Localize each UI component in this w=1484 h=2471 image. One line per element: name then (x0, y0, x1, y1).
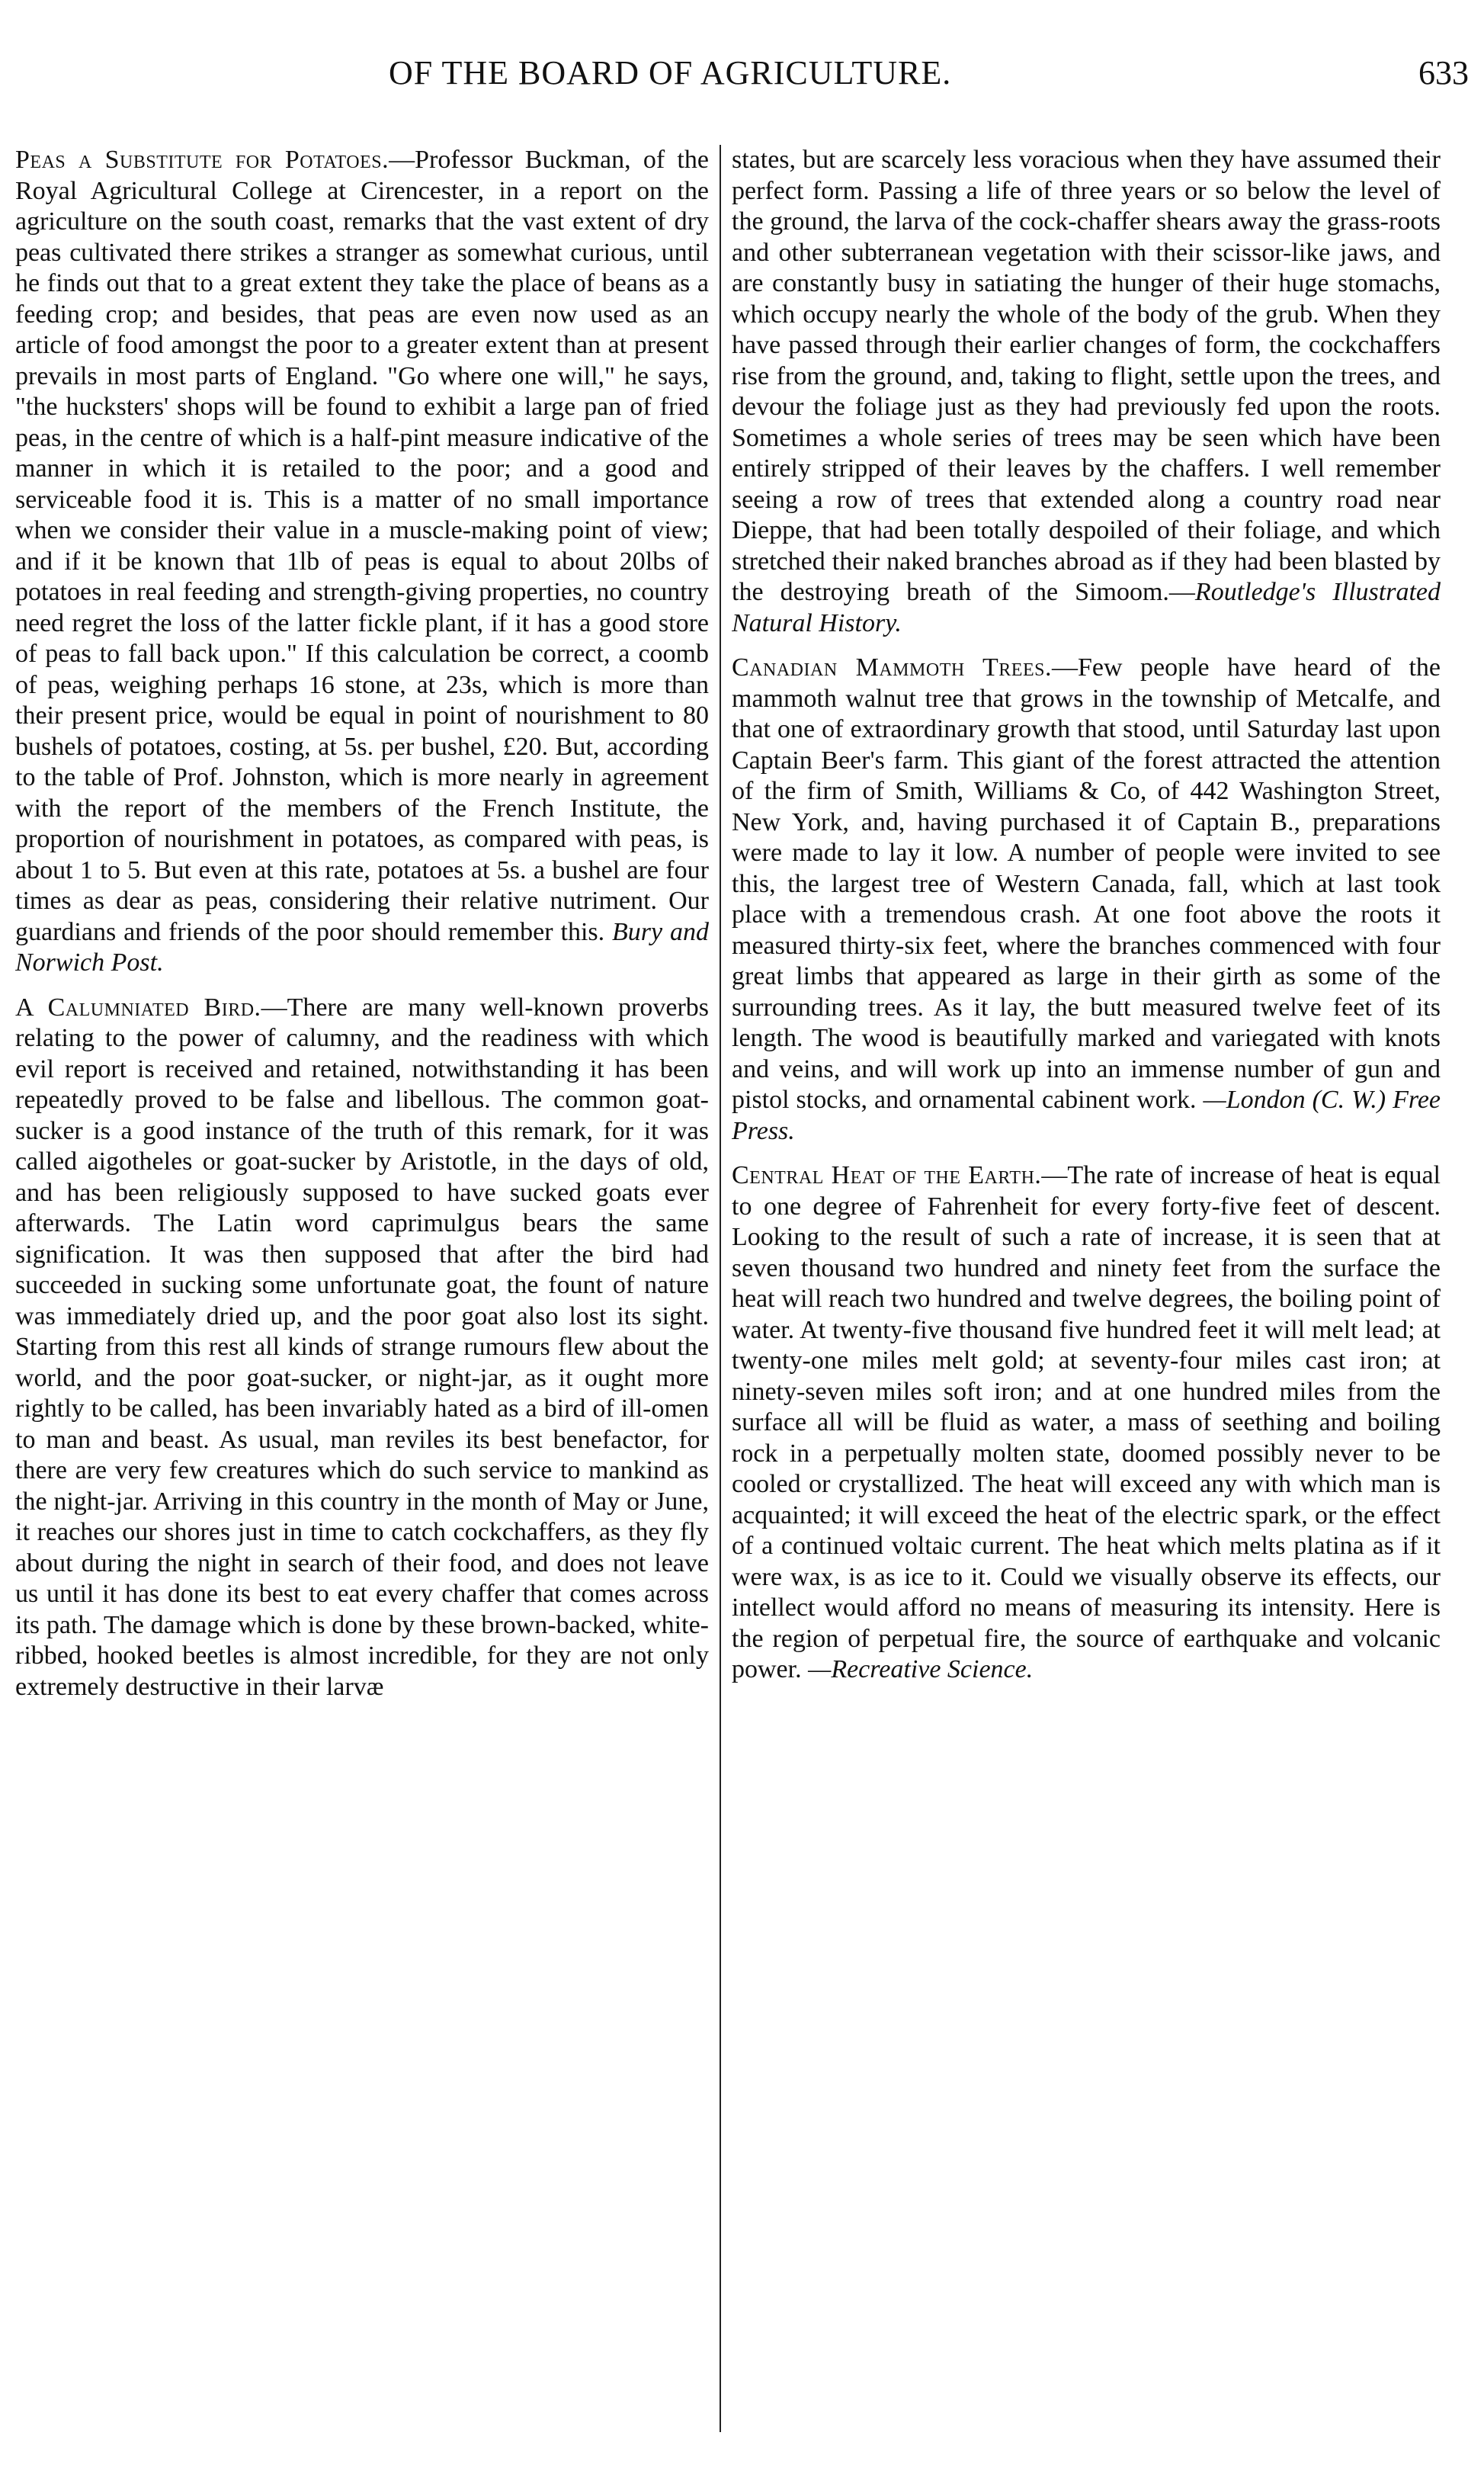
article-body: —The rate of increase of heat is equal to one degree of Fahrenheit for every forty-five feet of descent. Looking to the result of such a rate of increase, it is seen that at seven thousand two hundred and ninety feet from the surface the heat will reach two hundred and twelve degrees, the boiling point of water. At twenty-five thousand five hundred feet it will melt lead; at twenty-one miles melt gold; at seventy-four miles cast iron; at ninety-seven miles soft iron; and at one hundred miles from the surface all will be fluid as water, a mass of seething and boiling rock in a perpetually molten state, doomed possibly never to be cooled or crystallized. The heat will exceed any with which man is acquainted; it will exceed the heat of the electric spark, or the effect of a continued voltaic current. The heat which melts platina as if it were wax, is as ice to it. Could we visually observe its effects, our intellect would afford no means of measuring its intensity. Here is the region of perpetual fire, the source of earthquake and volcanic power. (732, 1161, 1441, 1683)
column-divider (720, 145, 721, 2432)
article-central-heat (732, 1160, 1441, 1686)
article-body: states, but are scarcely less voracious when they have assumed their perfect form. Passing a life of three years or so below the level of the ground, the larva of the cock-chaffer shears away the grass-roots and other subterranean vegetation with their scissor-like jaws, and are constantly busy in satiating the hunger of their huge stomachs, which occupy nearly the whole of the body of the grub. When they have passed through their earlier changes of form, the cockchaffers rise from the ground, and, taking to flight, settle upon the trees, and devour the foliage just as they had previously fed upon the roots. Sometimes a whole series of trees may be seen which have been entirely stripped of their leaves by the chaffers. I well remember seeing a row of trees that extended along a country road near Dieppe, that had been totally despoiled of their foliage, and which stretched their naked branches abroad as if they had been blasted by the destroying breath of the Simoom. (732, 146, 1441, 606)
right-column (732, 145, 1441, 2432)
article-source: —London (C. W.) Free Press. (732, 1086, 1441, 1145)
article-canadian-trees (732, 653, 1441, 1147)
article-paragraph (732, 1160, 1441, 1686)
article-title: A Calumniated Bird. (15, 993, 261, 1022)
article-paragraph (15, 145, 709, 979)
article-paragraph: states, but are scarcely less voracious when they have assumed their perfect form. Passing a life of three years or so below the level of the ground, the larva of the cock-chaffer shears away the grass-roots and other subterranean vegetation with their scissor-like jaws, and are constantly busy in satiating the hunger of their huge stomachs, which occupy nearly the whole of the body of the grub. When they have passed through their earlier changes of form, the cockchaffers rise from the ground, and, taking to flight, settle upon the trees, and devour the foliage just as they had previously fed upon the roots. Sometimes a whole series of trees may be seen which have been entirely stripped of their leaves by the chaffers. I well remember seeing a row of trees that extended along a country road near Dieppe, that had been totally despoiled of their foliage, and which stretched their naked branches abroad as if they had been blasted by the destroying breath of the Simoom.—Routledge's Illustrated Natural History. (732, 146, 1441, 637)
article-title: Peas a Substitute for Potatoes. (15, 146, 389, 174)
article-source: Routledge's Illustrated Natural History. (732, 578, 1441, 637)
article-calumniated-bird-continued (732, 145, 1441, 639)
article-body: —Few people have heard of the mammoth walnut tree that grows in the township of Metcalfe, and that one of extraordinary growth that stood, until Saturday last upon Captain Beer's farm. This giant of the forest attracted the attention of the firm of Smith, Williams & Co, of 442 Washington Street, New York, and, having purchased it of Captain B., preparations were made to lay it low. A number of people were invited to see this, the largest tree of Western Canada, fall, which at last took place with a tremendous crash. At one foot above the roots it measured thirty-six feet, where the branches commenced with four great limbs that appeared as large in their girth as some of the surrounding trees. As it lay, the butt measured twelve feet of its length. The wood is beautifully marked and variegated with knots and veins, and will work up into an immense number of gun and pistol stocks, and ornamental cabinent work. (732, 653, 1441, 1114)
running-head: OF THE BOARD OF AGRICULTURE. (389, 54, 952, 91)
article-paragraph (15, 993, 709, 1703)
page-number: 633 (1418, 54, 1469, 91)
article-calumniated-bird (15, 993, 709, 1703)
article-source: —Recreative Science. (808, 1655, 1034, 1683)
page-header (0, 53, 1484, 114)
article-title: Canadian Mammoth Trees. (732, 653, 1052, 682)
article-source: Bury and Norwich Post. (15, 917, 709, 977)
article-title: Central Heat of the Earth. (732, 1161, 1042, 1189)
left-column (15, 145, 709, 2432)
article-peas (15, 145, 709, 979)
article-paragraph (732, 653, 1441, 1147)
article-body: —Professor Buckman, of the Royal Agricultural College at Cirencester, in a report on the agriculture on the south coast, remarks that the vast extent of dry peas cultivated there strikes a stranger as somewhat curious, until he finds out that to a great extent they take the place of beans as a feeding crop; and besides, that peas are even now used as an article of food amongst the poor to a greater extent than at present prevails in most parts of England. "Go where one will," he says, "the hucksters' shops will be found to exhibit a large pan of fried peas, in the centre of which is a half-pint measure indicative of the manner in which it is retailed to the poor; and a good and serviceable food it is. This is a matter of no small importance when we consider their value in a muscle-making point of view; and if it be known that 1lb of peas is equal to about 20lbs of potatoes in real feeding and strength-giving properties, no country need regret the loss of the latter fickle plant, if it has a good store of peas to fall back upon." If this calculation be correct, a coomb of peas, weighing perhaps 16 stone, at 23s, which is more than their present price, would be equal in point of nourishment to 80 bushels of potatoes, costing, at 5s. per bushel, £20. But, according to the table of Prof. Johnston, which is more nearly in agreement with the report of the members of the French Institute, the proportion of nourishment in potatoes, as compared with peas, is about 1 to 5. But even at this rate, potatoes at 5s. a bushel are four times as dear as peas, considering their relative nutriment. Our guardians and friends of the poor should remember this. (15, 146, 709, 946)
article-body: —There are many well-known proverbs relating to the power of calumny, and the readiness with which evil report is received and retained, notwithstanding it has been repeatedly proved to be false and libellous. The common goat-sucker is a good instance of the truth of this remark, for it was called aigotheles or goat-sucker by Aristotle, in the days of old, and has been religiously supposed to have sucked goats ever afterwards. The Latin word caprimulgus bears the same signification. It was then supposed that after the bird had succeeded in sucking some unfortunate goat, the fount of nature was immediately dried up, and the poor goat also lost its sight. Starting from this rest all kinds of strange rumours flew about the world, and the poor goat-sucker, or night-jar, as it ought more rightly to be called, has been invariably hated as a bird of ill-omen to man and beast. As usual, man reviles its best benefactor, for there are very few creatures which do such service to mankind as the night-jar. Arriving in this country in the month of May or June, it reaches our shores just in time to catch cockchaffers, as they fly about during the night in search of their food, and does not leave us until it has done its best to eat every chaffer that comes across its path. The damage which is done by these brown-backed, white-ribbed, hooked beetles is almost incredible, for they are not only extremely destructive in their larvæ (15, 993, 709, 1701)
